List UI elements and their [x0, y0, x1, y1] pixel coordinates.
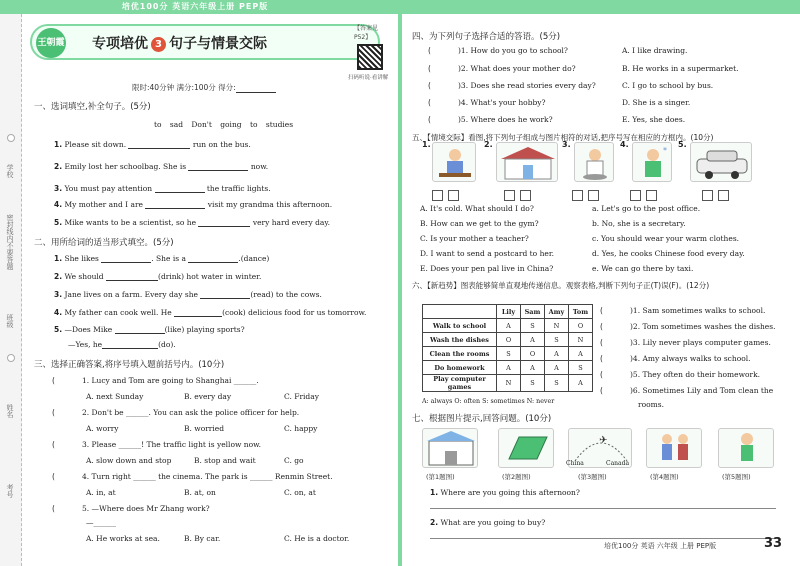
- s3-q5: ( 5. —Where does Mr Zhang work?: [52, 504, 210, 513]
- page-title: 专项培优 3 句子与情景交际: [92, 36, 267, 52]
- pic-caption: (第5题图): [722, 473, 751, 481]
- top-banner: [0, 0, 800, 14]
- section-5-title: 五、【情境交际】看图,将下列句子组成与图片相符的对话,把序号写在相应的方框内。(10分): [412, 133, 714, 142]
- s6-q1: ( )1. Sam sometimes walks to school.: [600, 306, 766, 315]
- s2-q2: 2. We should (drink) hot water in winter.: [54, 272, 262, 281]
- answer-blank[interactable]: [188, 254, 238, 263]
- page-number: 33: [764, 536, 783, 551]
- pic-caption: (第4题图): [650, 473, 679, 481]
- s4-ans-a: A. I like drawing.: [622, 46, 688, 55]
- s3-q5-b: B. By car.: [184, 534, 221, 543]
- table-header-row: [423, 305, 593, 319]
- answer-blank[interactable]: [200, 290, 250, 299]
- s4-q2: ( )2. What does your mother do?: [428, 64, 576, 73]
- s5-right-e: e. We can go there by taxi.: [592, 264, 694, 273]
- s6-q2: ( )2. Tom sometimes washes the dishes.: [600, 322, 776, 331]
- table-legend: A: always O: often S: sometimes N: never: [422, 398, 555, 405]
- book-icon: [498, 428, 554, 468]
- banner-text: 培优100分 英语六年级上册 PEP版: [121, 2, 269, 11]
- s1-q4: 4. My mother and I are visit my grandma this afternoon.: [54, 200, 333, 209]
- chef-cooking-icon: [574, 142, 614, 182]
- answer-blank[interactable]: [174, 308, 222, 317]
- s3-q4: ( 4. Turn right ______ the cinema. The park is ______ Renmin Street.: [52, 472, 333, 481]
- s3-q2-b: B. worried: [184, 424, 225, 433]
- s3-q1-a: A. next Sunday: [86, 392, 144, 401]
- left-page: [22, 14, 400, 566]
- brand-logo: 王朝霞: [36, 28, 66, 58]
- answer-box[interactable]: [520, 190, 531, 201]
- s3-q3-b: B. stop and wait: [194, 456, 256, 465]
- s3-q1: ( 1. Lucy and Tom are going to Shanghai ______.: [52, 376, 259, 385]
- s7-q2: 2. What are you going to buy?: [430, 518, 546, 527]
- s4-q4: ( )4. What's your hobby?: [428, 98, 546, 107]
- s4-ans-e: E. Yes, she does.: [622, 115, 686, 124]
- s2-q4: 4. My father can cook well. He (cook) delicious food for us tomorrow.: [54, 308, 367, 317]
- answer-blank[interactable]: [101, 254, 151, 263]
- kids-walking-icon: [646, 428, 702, 468]
- s5-left-e: E. Does your pen pal live in China?: [420, 264, 554, 273]
- cold-boy-icon: [632, 142, 672, 182]
- s6-q4: ( )4. Amy always walks to school.: [600, 354, 751, 363]
- answer-blank[interactable]: [145, 200, 205, 209]
- table-row: Play computer games N S S A: [423, 375, 593, 392]
- s1-q2: 2. Emily lost her schoolbag. She is now.: [54, 162, 269, 171]
- s5-right-a: a. Let's go to the post office.: [592, 204, 701, 213]
- binding-label: 学校: [6, 164, 14, 178]
- section-6-title: 六、【新趋势】图表能够简单直观地传递信息。观察表格,判断下列句子正(T)误(F)。(12分): [412, 281, 710, 290]
- binding-hole: [7, 134, 15, 142]
- section-4-title: 四、为下列句子选择合适的答语。(5分): [412, 32, 561, 42]
- table-header: Sam: [521, 305, 545, 319]
- pic-number: 2.: [484, 140, 493, 149]
- post-office-icon: [496, 142, 558, 182]
- pic-number: 4.: [620, 140, 629, 149]
- s5-left-d: D. I want to send a postcard to her.: [420, 249, 555, 258]
- s5-left-b: B. How can we get to the gym?: [420, 219, 539, 228]
- pic-caption: (第2题图): [502, 473, 531, 481]
- answer-box[interactable]: [448, 190, 459, 201]
- s3-q3: ( 3. Please ______! The traffic light is yellow now.: [52, 440, 262, 449]
- s3-q4-c: C. on, at: [284, 488, 316, 497]
- answer-box[interactable]: [572, 190, 583, 201]
- s3-q2: ( 2. Don't be ______. You can ask the police officer for help.: [52, 408, 300, 417]
- table-row: Walk to school A S N O: [423, 319, 593, 333]
- s4-ans-c: C. I go to school by bus.: [622, 81, 714, 90]
- right-page: [400, 14, 800, 566]
- s3-q4-b: B. at, on: [184, 488, 216, 497]
- s1-q1: 1. Please sit down. run on the bus.: [54, 140, 251, 149]
- svg-text:✈: ✈: [599, 435, 608, 446]
- s1-q3: 3. You must pay attention the traffic lights.: [54, 184, 271, 193]
- table-header: Tom: [569, 305, 593, 319]
- label-canada: Canada: [606, 460, 630, 467]
- s4-q3: ( )3. Does she read stories every day?: [428, 81, 596, 90]
- section-7-title: 七、根据图片提示,回答问题。(10分): [412, 414, 552, 424]
- pic-caption: (第3题图): [578, 473, 607, 481]
- s3-q2-a: A. worry: [86, 424, 119, 433]
- time-score-info: 限时:40分钟 满分:100分 得分:: [132, 82, 276, 93]
- word-bank: to sad Don't going to studies: [154, 120, 294, 129]
- worksheet-header: [30, 24, 389, 81]
- s6-q5: ( )5. They often do their homework.: [600, 370, 761, 379]
- table-header: [423, 305, 497, 319]
- section-1-title: 一、选词填空,补全句子。(5分): [34, 102, 151, 112]
- s3-q5-c: C. He is a doctor.: [284, 534, 350, 543]
- s3-q5-dash: —______: [86, 518, 116, 527]
- table-row: Wash the dishes O A S N: [423, 333, 593, 347]
- answer-blank[interactable]: [198, 218, 250, 227]
- table-row: Clean the rooms S O A A: [423, 347, 593, 361]
- answer-reference: 【答案见P52】: [354, 25, 379, 41]
- s3-q3-a: A. slow down and stop: [86, 456, 172, 465]
- s3-q3-c: C. go: [284, 456, 304, 465]
- s5-right-d: d. Yes, he cooks Chinese food every day.: [592, 249, 745, 258]
- binding-label: 班级: [6, 314, 14, 328]
- s3-q5-a: A. He works at sea.: [86, 534, 160, 543]
- s4-q5: ( )5. Where does he work?: [428, 115, 553, 124]
- answer-box[interactable]: [718, 190, 729, 201]
- pic-caption: (第1题图): [426, 473, 455, 481]
- boy-walking-icon: [718, 428, 774, 468]
- s2-q3: 3. Jane lives on a farm. Every day she (read) to the cows.: [54, 290, 322, 299]
- s2-q5: 5. —Does Mike (like) playing sports?: [54, 325, 245, 334]
- answer-blank[interactable]: [106, 272, 158, 281]
- s6-q6: ( )6. Sometimes Lily and Tom clean the: [600, 386, 774, 395]
- section-3-title: 三、选择正确答案,将序号填入题前括号内。(10分): [34, 360, 225, 370]
- pic-number: 5.: [678, 140, 687, 149]
- s2-q1: 1. She likes . She is a .(dance): [54, 254, 270, 263]
- label-china: China: [566, 460, 584, 467]
- section-2-title: 二、用所给词的适当形式填空。(5分): [34, 238, 174, 248]
- s3-q1-b: B. every day: [184, 392, 232, 401]
- footer-text: 培优100分 英语 六年级 上册 PEP版: [604, 542, 717, 550]
- s4-ans-b: B. He works in a supermarket.: [622, 64, 739, 73]
- answer-blank[interactable]: [115, 325, 165, 334]
- table-header: Amy: [545, 305, 569, 319]
- svg-text:*: *: [663, 146, 667, 155]
- answer-blank[interactable]: [128, 140, 190, 149]
- binding-margin: [0, 14, 22, 566]
- s6-q3: ( )3. Lily never plays computer games.: [600, 338, 771, 347]
- binding-hole: [7, 354, 15, 362]
- s5-left-a: A. It's cold. What should I do?: [420, 204, 534, 213]
- binding-note: 密封线内不要答题: [6, 214, 14, 270]
- s1-q5: 5. Mike wants to be a scientist, so he very hard every day.: [54, 218, 331, 227]
- s5-left-c: C. Is your mother a teacher?: [420, 234, 529, 243]
- pic-number: 1.: [422, 140, 431, 149]
- table-header: Lily: [497, 305, 521, 319]
- answer-line[interactable]: [430, 508, 776, 509]
- qr-caption: 扫码听说·看讲解: [348, 75, 389, 81]
- answer-blank[interactable]: [188, 162, 248, 171]
- s7-q1: 1. Where are you going this afternoon?: [430, 488, 580, 497]
- binding-label: 姓名: [6, 404, 14, 418]
- s2-q5b: —Yes, he (do).: [68, 340, 176, 349]
- qr-code-icon[interactable]: [357, 44, 383, 70]
- table-row: Do homework A A A S: [423, 361, 593, 375]
- answer-blank[interactable]: [155, 184, 205, 193]
- taxi-icon: [690, 142, 752, 182]
- s4-ans-d: D. She is a singer.: [622, 98, 691, 107]
- answer-box[interactable]: [588, 190, 599, 201]
- s5-right-c: c. You should wear your warm clothes.: [592, 234, 740, 243]
- s3-q1-c: C. Friday: [284, 392, 319, 401]
- answer-box[interactable]: [630, 190, 641, 201]
- cinema-building-icon: [422, 428, 478, 468]
- frequency-table: [422, 304, 593, 392]
- answer-line[interactable]: [430, 538, 776, 539]
- answer-box[interactable]: [432, 190, 443, 201]
- answer-box[interactable]: [646, 190, 657, 201]
- s6-q6-cont: rooms.: [638, 400, 664, 409]
- s3-q4-a: A. in, at: [86, 488, 116, 497]
- binding-label: 考号: [6, 484, 14, 498]
- s4-q1: ( )1. How do you go to school?: [428, 46, 568, 55]
- pic-number: 3.: [562, 140, 571, 149]
- answer-blank[interactable]: [102, 340, 158, 349]
- answer-box[interactable]: [702, 190, 713, 201]
- s5-right-b: b. No, she is a secretary.: [592, 219, 686, 228]
- woman-at-desk-icon: [432, 142, 476, 182]
- s3-q2-c: C. happy: [284, 424, 318, 433]
- answer-box[interactable]: [504, 190, 515, 201]
